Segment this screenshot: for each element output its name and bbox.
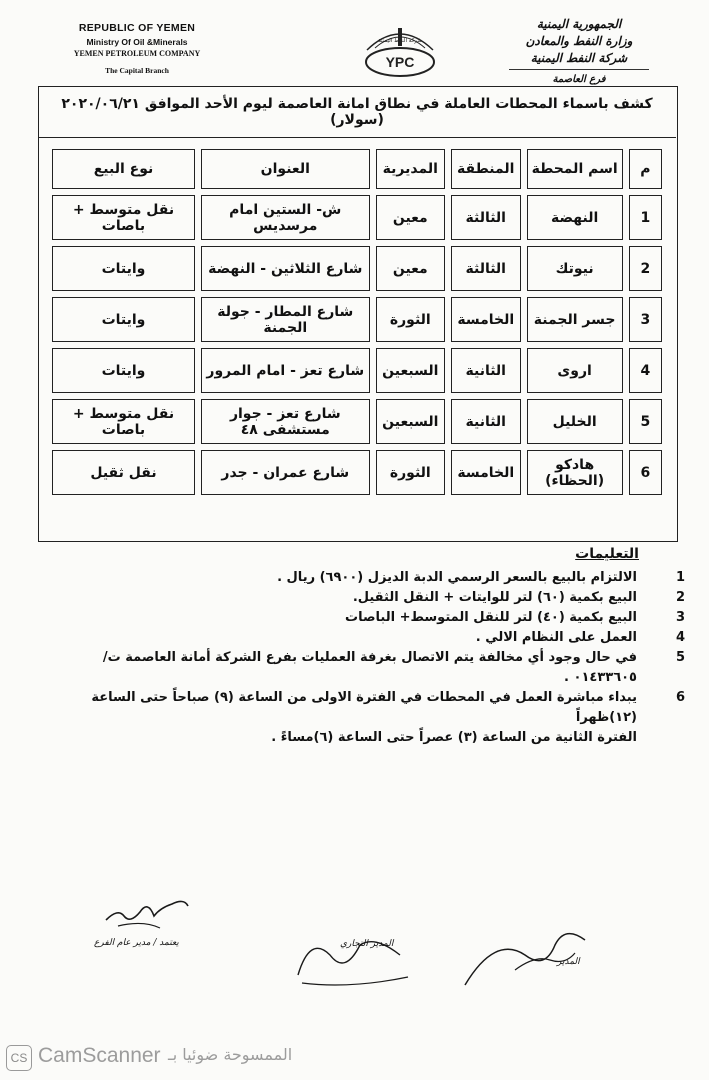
camscanner-arabic: الممسوحة ضوئيا بـ xyxy=(168,1045,293,1064)
cell-station-name: اروى xyxy=(527,348,623,393)
cell-directorate: الثورة xyxy=(376,450,445,495)
instruction-item xyxy=(57,608,685,628)
table-row xyxy=(52,348,662,393)
cell-directorate: السبعين xyxy=(376,399,445,444)
instruction-number: 6 xyxy=(675,690,685,705)
header-directorate: المديرية xyxy=(376,149,445,189)
cell-region: الخامسة xyxy=(451,297,521,342)
header-station-name: اسم المحطة xyxy=(527,149,623,189)
instruction-text-continued: الفترة الثانية من الساعة (٣) عصراً حتى الساعة (٦)مساءً . xyxy=(271,730,637,745)
stations-table xyxy=(46,143,668,501)
cell-num: 2 xyxy=(629,246,662,291)
cell-station-name: جسر الجمنة xyxy=(527,297,623,342)
cell-address: شارع المطار - جولة الجمنة xyxy=(201,297,370,342)
logo-arabic-text: شركة النفط اليمنية xyxy=(378,38,422,44)
instruction-number: 3 xyxy=(675,610,685,625)
cell-num: 5 xyxy=(629,399,662,444)
instruction-text: الالتزام بالبيع بالسعر الرسمي الدبة الديزل (٦٩٠٠) ريال . xyxy=(277,570,637,585)
instructions-title: التعليمات xyxy=(575,546,639,562)
cell-station-name: الخليل xyxy=(527,399,623,444)
table-row xyxy=(52,195,662,240)
document-title: كشف باسماء المحطات العاملة في نطاق امانة العاصمة ليوم الأحد الموافق ٢٠٢٠/٠٦/٢١ (سولار) xyxy=(61,96,653,128)
cell-address: شارع الثلاثين - النهضة xyxy=(201,246,370,291)
cell-sale-type: نقل متوسط + باصات xyxy=(52,399,195,444)
signature-manager xyxy=(455,915,605,1000)
cell-num: 6 xyxy=(629,450,662,495)
cell-sale-type: وايتات xyxy=(52,246,195,291)
instruction-item xyxy=(57,568,685,588)
table-row xyxy=(52,450,662,495)
cell-num: 4 xyxy=(629,348,662,393)
instruction-text: العمل على النظام الالي . xyxy=(475,630,637,645)
instruction-number: 5 xyxy=(675,650,685,665)
header-region: المنطقة xyxy=(451,149,521,189)
instruction-text: يبداء مباشرة العمل في المحطات في الفترة الاولى من الساعة (٩) صباحاً حتى الساعة (١٢)ظهراً xyxy=(91,690,637,725)
cell-station-name: هادكو (الحظاء) xyxy=(527,450,623,495)
scanner-watermark xyxy=(0,1038,709,1074)
cell-directorate: معين xyxy=(376,246,445,291)
table-row xyxy=(52,297,662,342)
camscanner-brand: CamScanner xyxy=(38,1044,161,1067)
camscanner-icon: CS xyxy=(6,1045,32,1071)
header-num: م xyxy=(629,149,662,189)
cell-directorate: معين xyxy=(376,195,445,240)
signature-manager-label: المدير xyxy=(557,957,580,967)
header-address: العنوان xyxy=(201,149,370,189)
signature-branch-manager xyxy=(88,880,218,960)
cell-sale-type: نقل متوسط + باصات xyxy=(52,195,195,240)
cell-sale-type: وايتات xyxy=(52,348,195,393)
table-row xyxy=(52,399,662,444)
instruction-number: 1 xyxy=(675,570,685,585)
instruction-item xyxy=(57,628,685,648)
signature-branch-manager-label: يعتمد / مدير عام الفرع xyxy=(94,938,179,948)
signature-scribble-icon xyxy=(455,915,605,995)
header-en-line-3: YEMEN PETROLEUM COMPANY xyxy=(73,49,201,58)
cell-region: الثالثة xyxy=(451,195,521,240)
instruction-item xyxy=(57,588,685,608)
cell-region: الثانية xyxy=(451,348,521,393)
cell-sale-type: نقل ثقيل xyxy=(52,450,195,495)
instruction-number: 4 xyxy=(675,630,685,645)
header-en-line-4: The Capital Branch xyxy=(105,66,169,75)
instruction-text: البيع بكمية (٦٠) لتر للوايتات + النقل الثقيل. xyxy=(352,590,637,605)
signature-commercial-manager-label: المدير التجاري xyxy=(340,939,394,949)
cell-num: 1 xyxy=(629,195,662,240)
cell-region: الثانية xyxy=(451,399,521,444)
instruction-text: البيع بكمية (٤٠) لتر للنقل المتوسط+ الباصات xyxy=(345,610,637,625)
instruction-number: 2 xyxy=(675,590,685,605)
header-ar-line-4: فرع العاصمة xyxy=(509,69,649,88)
header-ar-line-2: وزارة النفط والمعادن xyxy=(525,34,633,48)
instruction-item xyxy=(57,688,685,748)
instruction-item xyxy=(57,648,685,688)
cell-address: ش- الستين امام مرسديس xyxy=(201,195,370,240)
cell-address: شارع عمران - جدر xyxy=(201,450,370,495)
cell-station-name: النهضة xyxy=(527,195,623,240)
cell-station-name: نيوتك xyxy=(527,246,623,291)
header-en-line-1: REPUBLIC OF YEMEN xyxy=(78,22,196,34)
header-english xyxy=(52,22,222,75)
header-ar-line-3: شركة النفط اليمنية xyxy=(530,51,628,65)
title-divider xyxy=(38,137,676,138)
instructions-list xyxy=(57,568,685,748)
cell-directorate: الثورة xyxy=(376,297,445,342)
table-header-row xyxy=(52,149,662,189)
cell-num: 3 xyxy=(629,297,662,342)
header-arabic xyxy=(509,16,649,88)
header-sale-type: نوع البيع xyxy=(52,149,195,189)
instruction-text: في حال وجود أي مخالفة يتم الاتصال بغرفة العمليات بفرع الشركة أمانة العاصمة ت/٠١٤٣٣٦٠٥ . xyxy=(102,650,637,685)
cell-address: شارع تعز - جوار مستشفى ٤٨ xyxy=(201,399,370,444)
header-en-line-2: Ministry Of Oil &Minerals xyxy=(86,37,188,47)
header-ar-line-1: الجمهورية اليمنية xyxy=(536,17,622,31)
cell-sale-type: وايتات xyxy=(52,297,195,342)
table-row xyxy=(52,246,662,291)
logo-ypc-text: YPC xyxy=(385,54,415,70)
signature-commercial-manager xyxy=(290,925,420,1005)
company-logo xyxy=(355,22,445,80)
cell-region: الخامسة xyxy=(451,450,521,495)
cell-region: الثالثة xyxy=(451,246,521,291)
cell-directorate: السبعين xyxy=(376,348,445,393)
signature-scribble-icon xyxy=(290,925,420,1000)
cell-address: شارع تعز - امام المرور xyxy=(201,348,370,393)
